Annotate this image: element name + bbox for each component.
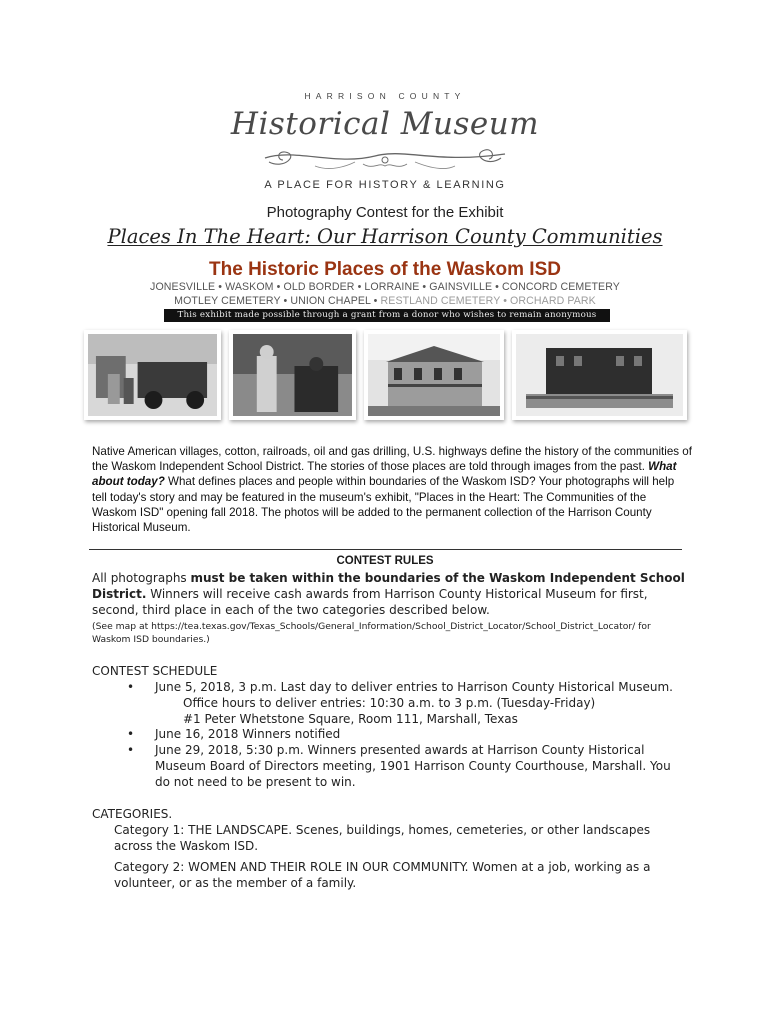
historic-photo-house xyxy=(364,330,504,420)
places-list-line-2-faded: RESTLAND CEMETERY • ORCHARD PARK xyxy=(380,295,596,307)
schedule-item-2 xyxy=(127,726,690,742)
bullet-icon: • xyxy=(127,727,135,741)
exhibit-script-title: Places In The Heart: Our Harrison County Communities xyxy=(107,225,663,248)
bullet-icon: • xyxy=(127,743,135,757)
museum-tagline: A PLACE FOR HISTORY & LEARNING xyxy=(264,179,506,191)
contest-schedule-heading: CONTEST SCHEDULE xyxy=(92,664,218,678)
schedule-item-3 xyxy=(127,742,690,790)
schedule-item-2-text: June 16, 2018 Winners notified xyxy=(155,727,341,741)
rules-text-bold: must be taken within the boundaries of the Waskom Independent School District. xyxy=(92,571,685,601)
intro-emphasis: What about today? xyxy=(92,460,677,489)
historic-photo-truck xyxy=(84,330,221,420)
category-2: Category 2: WOMEN AND THEIR ROLE IN OUR COMMUNITY. Women at a job, working as a volunteer, or as the member of a family. xyxy=(114,860,651,890)
places-list-line-1: JONESVILLE • WASKOM • OLD BORDER • LORRAINE • GAINSVILLE • CONCORD CEMETERY xyxy=(150,281,620,293)
museum-logo-name: Historical Museum xyxy=(230,106,540,142)
categories-heading: CATEGORIES. xyxy=(92,807,173,821)
places-list-line-2 xyxy=(0,295,770,307)
bullet-icon: • xyxy=(127,680,135,694)
contest-rules-text xyxy=(92,570,692,618)
schedule-item-1-line-2: Office hours to deliver entries: 10:30 a.m. to 3 p.m. (Tuesday-Friday) xyxy=(183,696,596,710)
schedule-item-1-line-3: #1 Peter Whetstone Square, Room 111, Marshall, Texas xyxy=(183,712,518,726)
rules-text-start: All photographs xyxy=(92,571,191,585)
rules-text-end: Winners will receive cash awards from Harrison County Historical Museum for first, second, third place in each of the two categories described below. xyxy=(92,587,648,617)
schedule-item-1 xyxy=(127,679,690,727)
historic-photo-workers xyxy=(229,330,356,420)
schedule-item-1-line-1: June 5, 2018, 3 p.m. Last day to deliver entries to Harrison County Historical Museum. xyxy=(155,680,673,694)
main-title: The Historic Places of the Waskom ISD xyxy=(209,259,561,280)
intro-text-part-2: What defines places and people within boundaries of the Waskom ISD? Your photographs will help tell today's story and may be featured in the museum's exhibit, "Places in the Heart: The Communities of the Waskom ISD" opening fall 2018. The photos will be added to the permanent collection of the Harrison County Historical Museum. xyxy=(92,475,675,535)
intro-paragraph xyxy=(92,444,692,535)
schedule-item-3-text: June 29, 2018, 5:30 p.m. Winners presented awards at Harrison County Historical Museum Board of Directors meeting, 1901 Harrison County Courthouse, Marshall. You do not need to be present to win. xyxy=(155,743,671,789)
county-heading: HARRISON COUNTY xyxy=(304,91,466,101)
places-list-line-2-main: MOTLEY CEMETERY • UNION CHAPEL • xyxy=(174,295,381,307)
historic-photo-school xyxy=(512,330,687,420)
boundary-map-note: (See map at https://tea.texas.gov/Texas_Schools/General_Information/School_District_Locator/School_District_Locator/ for Waskom ISD boundaries.) xyxy=(92,621,651,645)
intro-text-part-1: Native American villages, cotton, railroads, oil and gas drilling, U.S. highways define the history of the communities of the Waskom Independent School District. The stories of those places are told through images from the past. xyxy=(92,445,692,474)
grant-note-bar: This exhibit made possible through a grant from a donor who wishes to remain anonymous xyxy=(164,309,610,322)
contest-title: Photography Contest for the Exhibit xyxy=(266,204,504,221)
contest-rules-heading: CONTEST RULES xyxy=(336,555,434,567)
category-1: Category 1: THE LANDSCAPE. Scenes, buildings, homes, cemeteries, or other landscapes across the Waskom ISD. xyxy=(114,823,651,853)
section-divider xyxy=(89,549,682,550)
